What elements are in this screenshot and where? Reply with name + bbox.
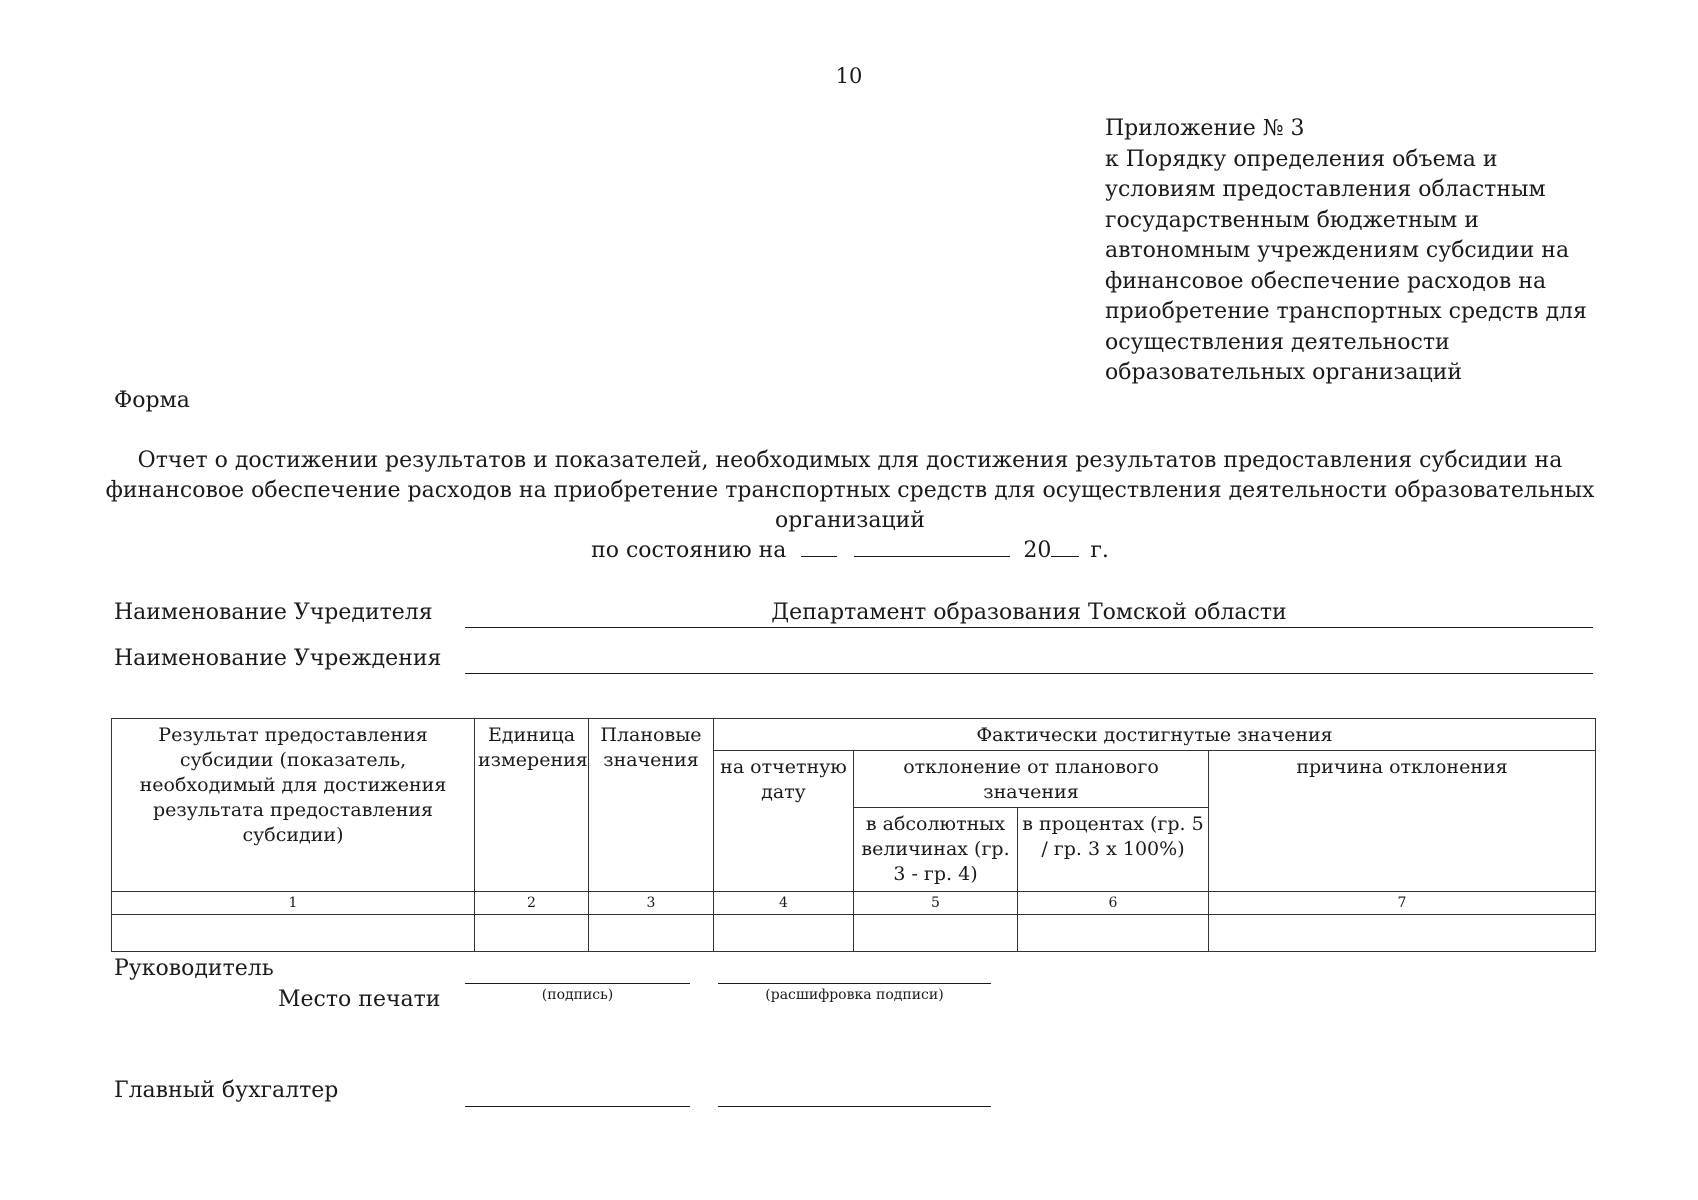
institution-label: Наименование Учреждения xyxy=(114,646,442,671)
appendix-line: условиям предоставления областным xyxy=(1105,177,1546,202)
column-number: 2 xyxy=(475,892,589,915)
report-table xyxy=(111,718,1596,952)
table-cell[interactable] xyxy=(1018,915,1209,952)
table-cell[interactable] xyxy=(475,915,589,952)
appendix-line: автономным учреждениям субсидии на xyxy=(1105,238,1570,263)
day-blank[interactable] xyxy=(801,538,837,557)
table-cell[interactable] xyxy=(589,915,714,952)
column-number: 6 xyxy=(1018,892,1209,915)
column-number: 5 xyxy=(854,892,1018,915)
founder-value: Департамент образования Томской области xyxy=(771,600,1287,625)
appendix-line: осуществления деятельности xyxy=(1105,329,1450,355)
header-result: Результат предоставления субсидии (показатель, необходимый для достижения результата предоставления субсидии) xyxy=(112,719,475,892)
form-label: Форма xyxy=(114,388,190,413)
header-abs-deviation: в абсолютных величинах (гр. 3 - гр. 4) xyxy=(854,808,1018,892)
header-deviation-group: отклонение от планового значения xyxy=(854,751,1209,808)
table-cell[interactable] xyxy=(1209,915,1596,952)
date-prefix: по состоянию на xyxy=(591,538,787,563)
title-line: Отчет о достижении результатов и показателей, необходимых для достижения результатов предоставления субсидии на xyxy=(137,448,1563,473)
appendix-line: государственным бюджетным и xyxy=(1105,207,1479,233)
accountant-decoding-line[interactable] xyxy=(718,1106,991,1107)
title-line: организаций xyxy=(775,508,925,533)
page-number: 10 xyxy=(835,64,863,88)
header-unit: Единица измерения xyxy=(475,719,589,892)
head-label: Руководитель xyxy=(114,956,274,981)
year-prefix: 20 xyxy=(1023,538,1052,563)
table-cell[interactable] xyxy=(714,915,854,952)
appendix-line: Приложение № 3 xyxy=(1105,116,1305,141)
appendix-line: финансовое обеспечение расходов на xyxy=(1105,268,1547,294)
header-deviation-reason: причина отклонения xyxy=(1209,751,1596,892)
signature-caption: (подпись) xyxy=(541,987,614,1003)
year-blank[interactable] xyxy=(1051,538,1079,557)
table-cell[interactable] xyxy=(112,915,475,952)
year-suffix: г. xyxy=(1090,538,1109,563)
report-date-line xyxy=(100,536,1600,566)
column-number: 3 xyxy=(589,892,714,915)
appendix-line: к Порядку определения объема и xyxy=(1105,146,1498,172)
founder-label: Наименование Учредителя xyxy=(114,600,433,625)
accountant-signature-line[interactable] xyxy=(465,1106,690,1107)
table-cell[interactable] xyxy=(854,915,1018,952)
header-reporting-date: на отчетную дату xyxy=(714,751,854,892)
header-plan: Плановые значения xyxy=(589,719,714,892)
decoding-caption: (расшифровка подписи) xyxy=(765,987,944,1003)
accountant-label: Главный бухгалтер xyxy=(114,1078,339,1103)
month-blank[interactable] xyxy=(854,538,1010,557)
appendix-line: приобретение транспортных средств для xyxy=(1105,299,1587,324)
stamp-label: Место печати xyxy=(278,987,441,1012)
header-actual-group: Фактически достигнутые значения xyxy=(714,719,1596,751)
table-row xyxy=(112,915,1596,952)
column-number: 4 xyxy=(714,892,854,915)
column-number: 7 xyxy=(1209,892,1596,915)
report-title xyxy=(100,446,1600,566)
founder-line[interactable] xyxy=(465,627,1593,628)
title-line: финансовое обеспечение расходов на приобретение транспортных средств для осуществления деятельности образовательных xyxy=(105,478,1595,503)
appendix-header xyxy=(1105,114,1625,389)
header-pct-deviation: в процентах (гр. 5 / гр. 3 х 100%) xyxy=(1018,808,1209,892)
head-decoding-line[interactable] xyxy=(718,983,991,984)
column-number: 1 xyxy=(112,892,475,915)
institution-line[interactable] xyxy=(465,673,1593,674)
head-signature-line[interactable] xyxy=(465,983,690,984)
appendix-line: образовательных организаций xyxy=(1105,360,1463,385)
